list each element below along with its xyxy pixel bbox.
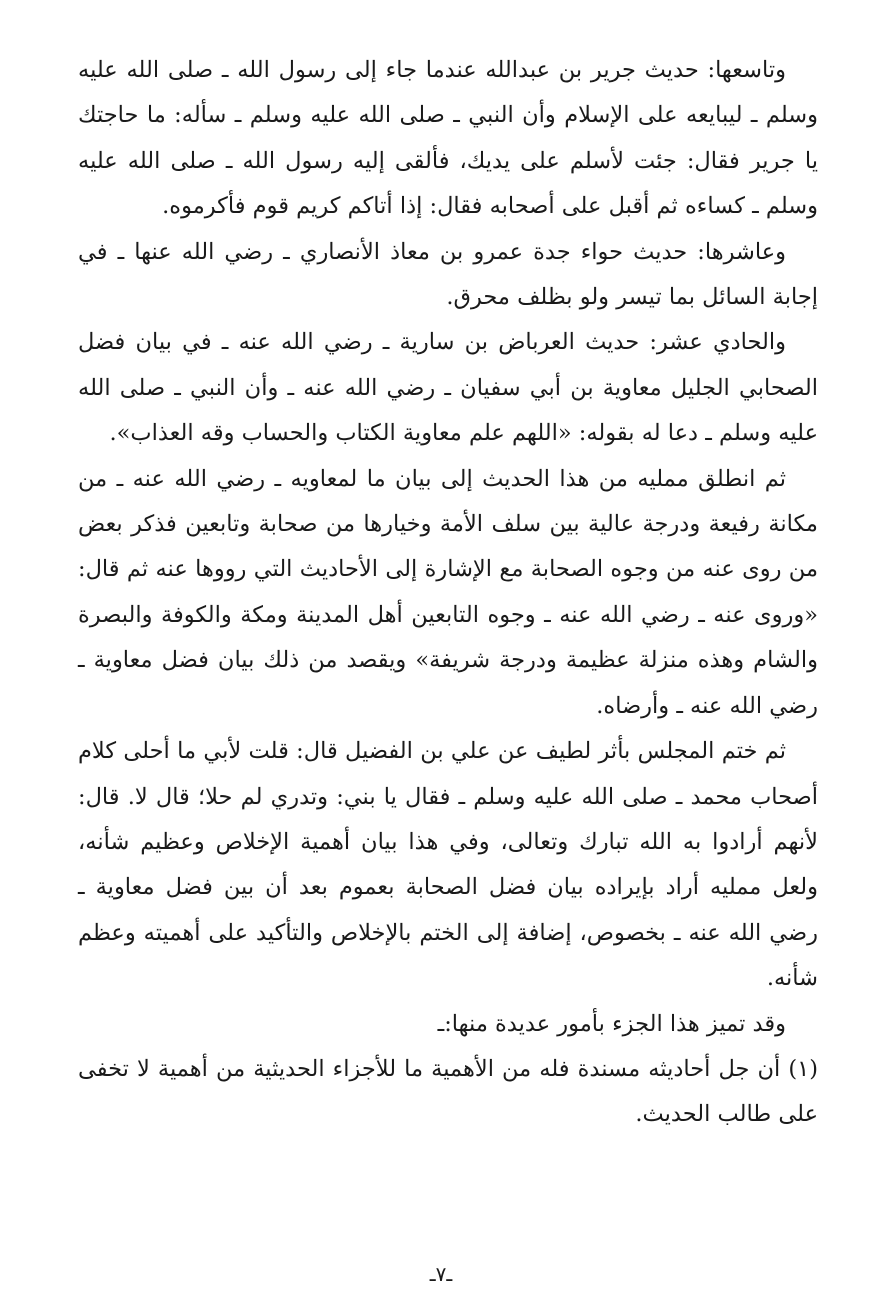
paragraph-ninth-hadith: وتاسعها: حديث جرير بن عبدالله عندما جاء إلى رسول الله ـ صلى الله عليه وسلم ـ ليبايعه على الإسلام وأن النبي ـ صلى الله عليه وسلم ـ سأله: ما حاجتك يا جرير فقال: جئت لأسلم على يديك، فألقى إليه رسول الله ـ صلى الله عليه وسلم ـ كساءه ثم أقبل على أصحابه فقال: إذا أتاكم كريم قوم فأكرموه.	[78, 57, 818, 220]
paragraph-tenth-hadith: وعاشرها: حديث حواء جدة عمرو بن معاذ الأنصاري ـ رضي الله عنها ـ في إجابة السائل بما تيسر ولو بظلف محرق.	[78, 238, 818, 311]
paragraph-features-intro: وقد تميز هذا الجزء بأمور عديدة منها:ـ	[437, 1010, 786, 1037]
paragraph-closing-athar: ثم ختم المجلس بأثر لطيف عن علي بن الفضيل قال: قلت لأبي ما أحلى كلام أصحاب محمد ـ صلى الله عليه وسلم ـ فقال يا بني: وتدري لم حلا؛ قال لا. قال: لأنهم أرادوا به الله تبارك وتعالى، وفي هذا بيان أهمية الإخلاص وعظيم شأنه، ولعل ممليه أراد بإيراده بيان فضل الصحابة بعموم بعد أن بين فضل معاوية ـ رضي الله عنه ـ بخصوص، إضافة إلى الختم بالإخلاص والتأكيد على أهميته وعظم شأنه.	[78, 738, 818, 992]
document-body	[78, 48, 818, 1138]
page-number: ـ٧ـ	[429, 1262, 453, 1286]
list-item-feature-1: (١) أن جل أحاديثه مسندة فله من الأهمية ما للأجزاء الحديثية من أهمية لا تخفى على طالب الحديث.	[78, 1055, 818, 1128]
paragraph-muawiya-status: ثم انطلق ممليه من هذا الحديث إلى بيان ما لمعاويه ـ رضي الله عنه ـ من مكانة رفيعة ودرجة عالية بين سلف الأمة وخيارها من صحابة وتابعين فذكر بعض من روى عنه من وجوه الصحابة مع الإشارة إلى الأحاديث التي رووها عنه ثم قال: «وروى عنه ـ رضي الله عنه ـ وجوه التابعين أهل المدينة ومكة والكوفة والبصرة والشام وهذه منزلة عظيمة ودرجة شريفة» ويقصد من ذلك بيان فضل معاوية ـ رضي الله عنه ـ وأرضاه.	[78, 465, 818, 719]
paragraph-eleventh-hadith: والحادي عشر: حديث العرباض بن سارية ـ رضي الله عنه ـ في بيان فضل الصحابي الجليل معاوية بن أبي سفيان ـ رضي الله عنه ـ وأن النبي ـ صلى الله عليه وسلم ـ دعا له بقوله: «اللهم علم معاوية الكتاب والحساب وقه العذاب».	[78, 329, 818, 447]
